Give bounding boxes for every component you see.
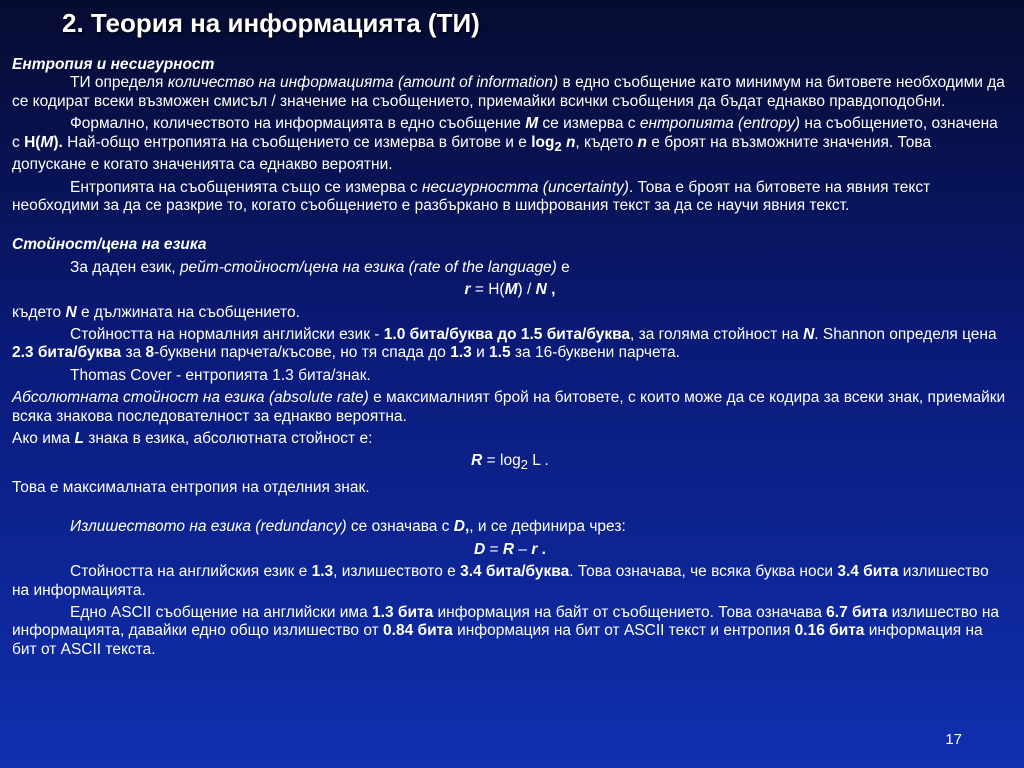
- paragraph-max-entropy: Това е максималната ентропия на отделния знак.: [12, 478, 370, 496]
- paragraph-thomas-cover: Thomas Cover - ентропията 1.3 бита/знак.: [70, 366, 371, 384]
- paragraph-amount-of-information: ТИ определя количество на информацията (amount of information) в едно съобщение като минимум на битовете необходими да се кодират всеки възможен смисъл / значение на съобщението, приемайки всички съобщения да бъдат еднакво правдоподобни.: [12, 74, 1005, 110]
- paragraph-english-rate: Стойността на нормалния английски език - 1.0 бита/буква до 1.5 бита/буква, за голяма стойност на N. Shannon определя цена 2.3 бита/буква за 8-буквени парчета/късове, но тя спада до 1.3 и 1.5 за 16-буквени парчета.: [12, 325, 997, 362]
- formula-absolute-rate: $R = \log_2 L$ .: [471, 452, 549, 473]
- paragraph-uncertainty: Ентропията на съобщенията също се измерва с несигурността (uncertainty). Това е броят на битовете на явния текст необходими за да се разкрие то, когато съобщението е разбъркано в шифрования текст за да се научи явния текст.: [12, 178, 931, 214]
- paragraph-entropy-definition: Формално, количеството на информацията в едно съобщение M се измерва с ентропията (entropy) на съобщението, означена с H(M). Най-общо ентропията на съобщението се измерва в битове и е $\log_2 n$, където n е броят на възможните значения. Това допускане е когато значенията са еднакво вероятни.: [12, 115, 998, 174]
- formula-rate: r = H(M) / N ,: [464, 281, 556, 299]
- section-heading-language-rate: Стойност/цена на езика: [12, 236, 207, 254]
- section-heading-entropy: Ентропия и несигурност: [12, 56, 215, 73]
- paragraph-ascii-message: Едно ASCII съобщение на английски има 1.3 бита информация на байт от съобщението. Това означава 6.7 бита излишество на информацията, давайки едно общо излишество от 0.84 бита информация на бит от ASCII текст и ентропия 0.16 бита информация на бит от ASCII текста.: [12, 603, 999, 658]
- paragraph-where-n: където N е дължината на съобщението.: [12, 303, 300, 321]
- slide-content: [12, 56, 1008, 659]
- paragraph-rate-of-language: За даден език, рейт-стойност/цена на езика (rate of the language) е: [70, 258, 570, 276]
- paragraph-if-l-characters: Ако има L знака в езика, абсолютната стойност е:: [12, 430, 373, 447]
- paragraph-absolute-rate: Абсолютната стойност на езика (absolute rate) е максималният брой на битовете, с които може да се кодира за всеки знак, приемайки всяка знакова последователност за еднакво вероятна.: [12, 389, 1006, 425]
- formula-redundancy: D = R – r .: [474, 540, 546, 558]
- paragraph-english-redundancy: Стойността на английския език е 1.3, излишеството е 3.4 бита/буква. Това означава, че всяка буква носи 3.4 бита излишество на информацията.: [12, 563, 989, 599]
- slide-title: 2. Теория на информацията (ТИ): [62, 8, 480, 38]
- page-number: 17: [945, 731, 962, 748]
- paragraph-redundancy: Излишеството на езика (redundancy) се означава с D,, и се дефинира чрез:: [70, 518, 626, 536]
